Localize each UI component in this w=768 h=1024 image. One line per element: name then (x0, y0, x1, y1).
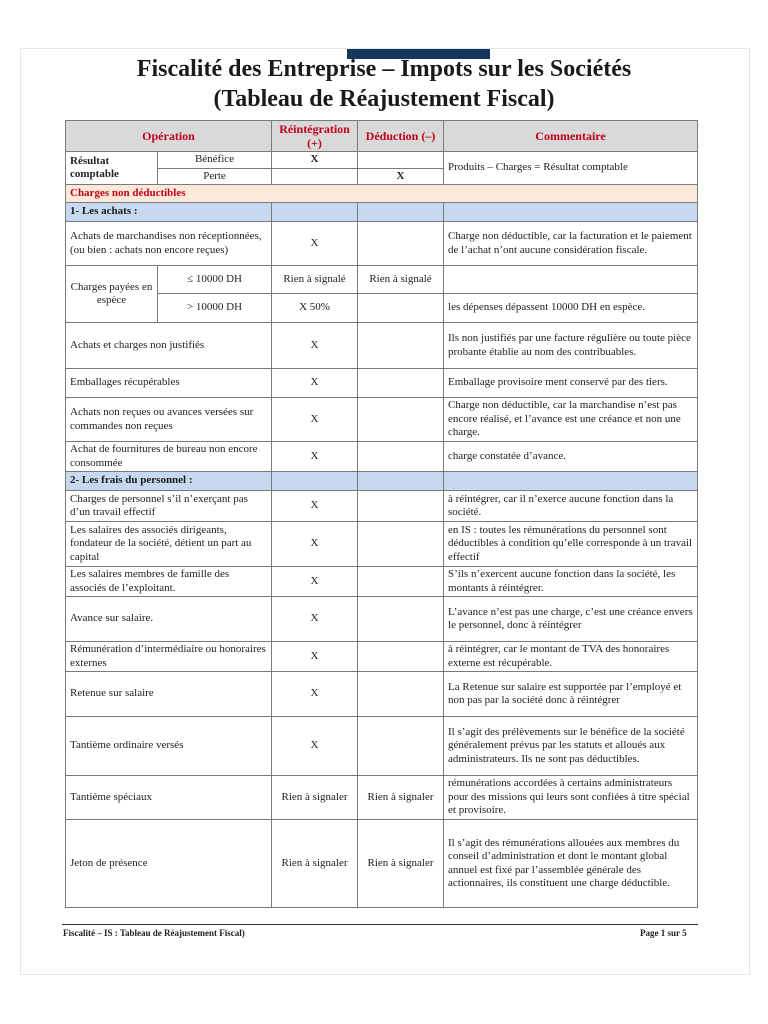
table-row (66, 820, 698, 908)
table-row (66, 222, 698, 266)
table-row (66, 442, 698, 472)
row-operation: Charges de personnel s’il n’exerçant pas d’un travail effectif (66, 491, 272, 522)
row-reintegration: X (272, 717, 358, 776)
row-commentaire: La Retenue sur salaire est supportée par l’employé et non pas par la société donc à réintégrer (444, 672, 698, 717)
page-number: Page 1 sur 5 (640, 928, 687, 938)
row-commentaire: charge constatée d’avance. (444, 442, 698, 472)
row-deduction (358, 522, 444, 567)
row-reintegration: X (272, 567, 358, 597)
title-line-2: (Tableau de Réajustement Fiscal) (213, 86, 555, 112)
table-row (66, 294, 698, 323)
header-commentaire: Commentaire (444, 121, 698, 152)
row-commentaire: Charge non déductible, car la marchandise n’est pas encore réalisé, et l’avance est une créance et non une charge. (444, 398, 698, 442)
row-commentaire: Ils non justifiés par une facture régulière ou toute pièce probante établie au nom des contribuables. (444, 323, 698, 369)
row-operation: Les salaires des associés dirigeants, fondateur de la société, détient un part au capital (66, 522, 272, 567)
section-charges-non-deductibles: Charges non déductibles (66, 185, 698, 203)
row-reintegration: X (272, 442, 358, 472)
row-operation: Emballages récupérables (66, 369, 272, 398)
header-deduction: Déduction (–) (358, 121, 444, 152)
especes-reint-1: Rien à signalé (272, 266, 358, 294)
row-deduction (358, 597, 444, 642)
row-reintegration: Rien à signaler (272, 776, 358, 820)
table-row (66, 398, 698, 442)
footer-title: Fiscalité – IS : Tableau de Réajustement Fiscal) (63, 928, 245, 938)
especes-ded-2 (358, 294, 444, 323)
row-commentaire: en IS : toutes les rémunérations du personnel sont déductibles à condition qu’elle corresponde à un travail effectif (444, 522, 698, 567)
resultat-perte: Perte (158, 168, 272, 185)
row-operation: Rémunération d’intermédiaire ou honoraires externes (66, 642, 272, 672)
table-row (66, 522, 698, 567)
table-row (66, 717, 698, 776)
row-commentaire: Il s’agit des prélèvements sur le bénéfice de la société généralement prévus par les statuts et alloués aux administrateurs. Ils ne sont pas déductibles. (444, 717, 698, 776)
especes-reint-2: X 50% (272, 294, 358, 323)
row-reintegration: X (272, 522, 358, 567)
table-row (66, 323, 698, 369)
row-deduction (358, 323, 444, 369)
row-reintegration: X (272, 491, 358, 522)
header-reintegration: Réintégration (+) (272, 121, 358, 152)
row-operation: Tantième spéciaux (66, 776, 272, 820)
table-row (66, 776, 698, 820)
row-operation: Tantième ordinaire versés (66, 717, 272, 776)
row-deduction (358, 567, 444, 597)
row-reintegration: X (272, 642, 358, 672)
row-commentaire: Charge non déductible, car la facturation et le paiement de l’achat n’ont aucune considération fiscale. (444, 222, 698, 266)
row-commentaire: Emballage provisoire ment conservé par des tiers. (444, 369, 698, 398)
row-operation: Achats et charges non justifiés (66, 323, 272, 369)
table-row (66, 491, 698, 522)
especes-label: Charges payées en espèce (66, 266, 158, 323)
resultat-label: Résultat comptable (66, 152, 158, 185)
row-reintegration: X (272, 398, 358, 442)
row-operation: Jeton de présence (66, 820, 272, 908)
resultat-comment: Produits – Charges = Résultat comptable (444, 152, 698, 185)
resultat-benefice-reint: X (272, 152, 358, 169)
row-commentaire: rémunérations accordées à certains administrateurs pour des missions qui leurs sont confiées à titre spécial et provisoire. (444, 776, 698, 820)
row-deduction (358, 222, 444, 266)
section-achats: 1- Les achats : (66, 203, 272, 222)
row-deduction (358, 672, 444, 717)
row-deduction (358, 717, 444, 776)
row-commentaire: Il s’agit des rémunérations allouées aux membres du conseil d’administration et dont le montant global annuel est fixé par l’assemblée générale des actionnaires, ils constituent une charge déductible. (444, 820, 698, 908)
row-reintegration: X (272, 672, 358, 717)
table-row (66, 642, 698, 672)
row-commentaire: S’ils n’exercent aucune fonction dans la société, les montants à réintégrer. (444, 567, 698, 597)
row-reintegration: Rien à signaler (272, 820, 358, 908)
table-row (66, 672, 698, 717)
row-operation: Achats de marchandises non réceptionnées, (ou bien : achats non encore reçues) (66, 222, 272, 266)
row-operation: Les salaires membres de famille des associés de l’exploitant. (66, 567, 272, 597)
row-commentaire: L’avance n’est pas une charge, c’est une créance envers le personnel, donc à réintégrer (444, 597, 698, 642)
table-row (66, 597, 698, 642)
table-row (66, 567, 698, 597)
row-deduction (358, 369, 444, 398)
header-operation: Opération (66, 121, 272, 152)
row-reintegration: X (272, 597, 358, 642)
title-line-1: Fiscalité des Entreprise – Impots sur les Sociétés (136, 56, 632, 82)
row-commentaire: à réintégrer, car le montant de TVA des honoraires externe est récupérable. (444, 642, 698, 672)
row-operation: Avance sur salaire. (66, 597, 272, 642)
row-operation: Retenue sur salaire (66, 672, 272, 717)
especes-ded-1: Rien à signalé (358, 266, 444, 294)
document-title (0, 54, 768, 114)
especes-cond-1: ≤ 10000 DH (158, 266, 272, 294)
row-deduction: Rien à signaler (358, 820, 444, 908)
section-personnel: 2- Les frais du personnel : (66, 472, 272, 491)
table-row (66, 266, 698, 294)
row-commentaire: à réintégrer, car il n’exerce aucune fonction dans la société. (444, 491, 698, 522)
row-deduction (358, 398, 444, 442)
resultat-benefice: Bénéfice (158, 152, 272, 169)
row-deduction (358, 642, 444, 672)
footer-divider (62, 924, 698, 925)
row-operation: Achats non reçues ou avances versées sur commandes non reçues (66, 398, 272, 442)
row-reintegration: X (272, 369, 358, 398)
resultat-perte-ded: X (358, 168, 444, 185)
row-deduction (358, 491, 444, 522)
table-row (66, 369, 698, 398)
row-reintegration: X (272, 323, 358, 369)
row-deduction: Rien à signaler (358, 776, 444, 820)
row-operation: Achat de fournitures de bureau non encore consommée (66, 442, 272, 472)
reajustement-table (65, 120, 698, 908)
row-deduction (358, 442, 444, 472)
especes-com-2: les dépenses dépassent 10000 DH en espèce. (444, 294, 698, 323)
especes-com-1 (444, 266, 698, 294)
especes-cond-2: > 10000 DH (158, 294, 272, 323)
row-reintegration: X (272, 222, 358, 266)
